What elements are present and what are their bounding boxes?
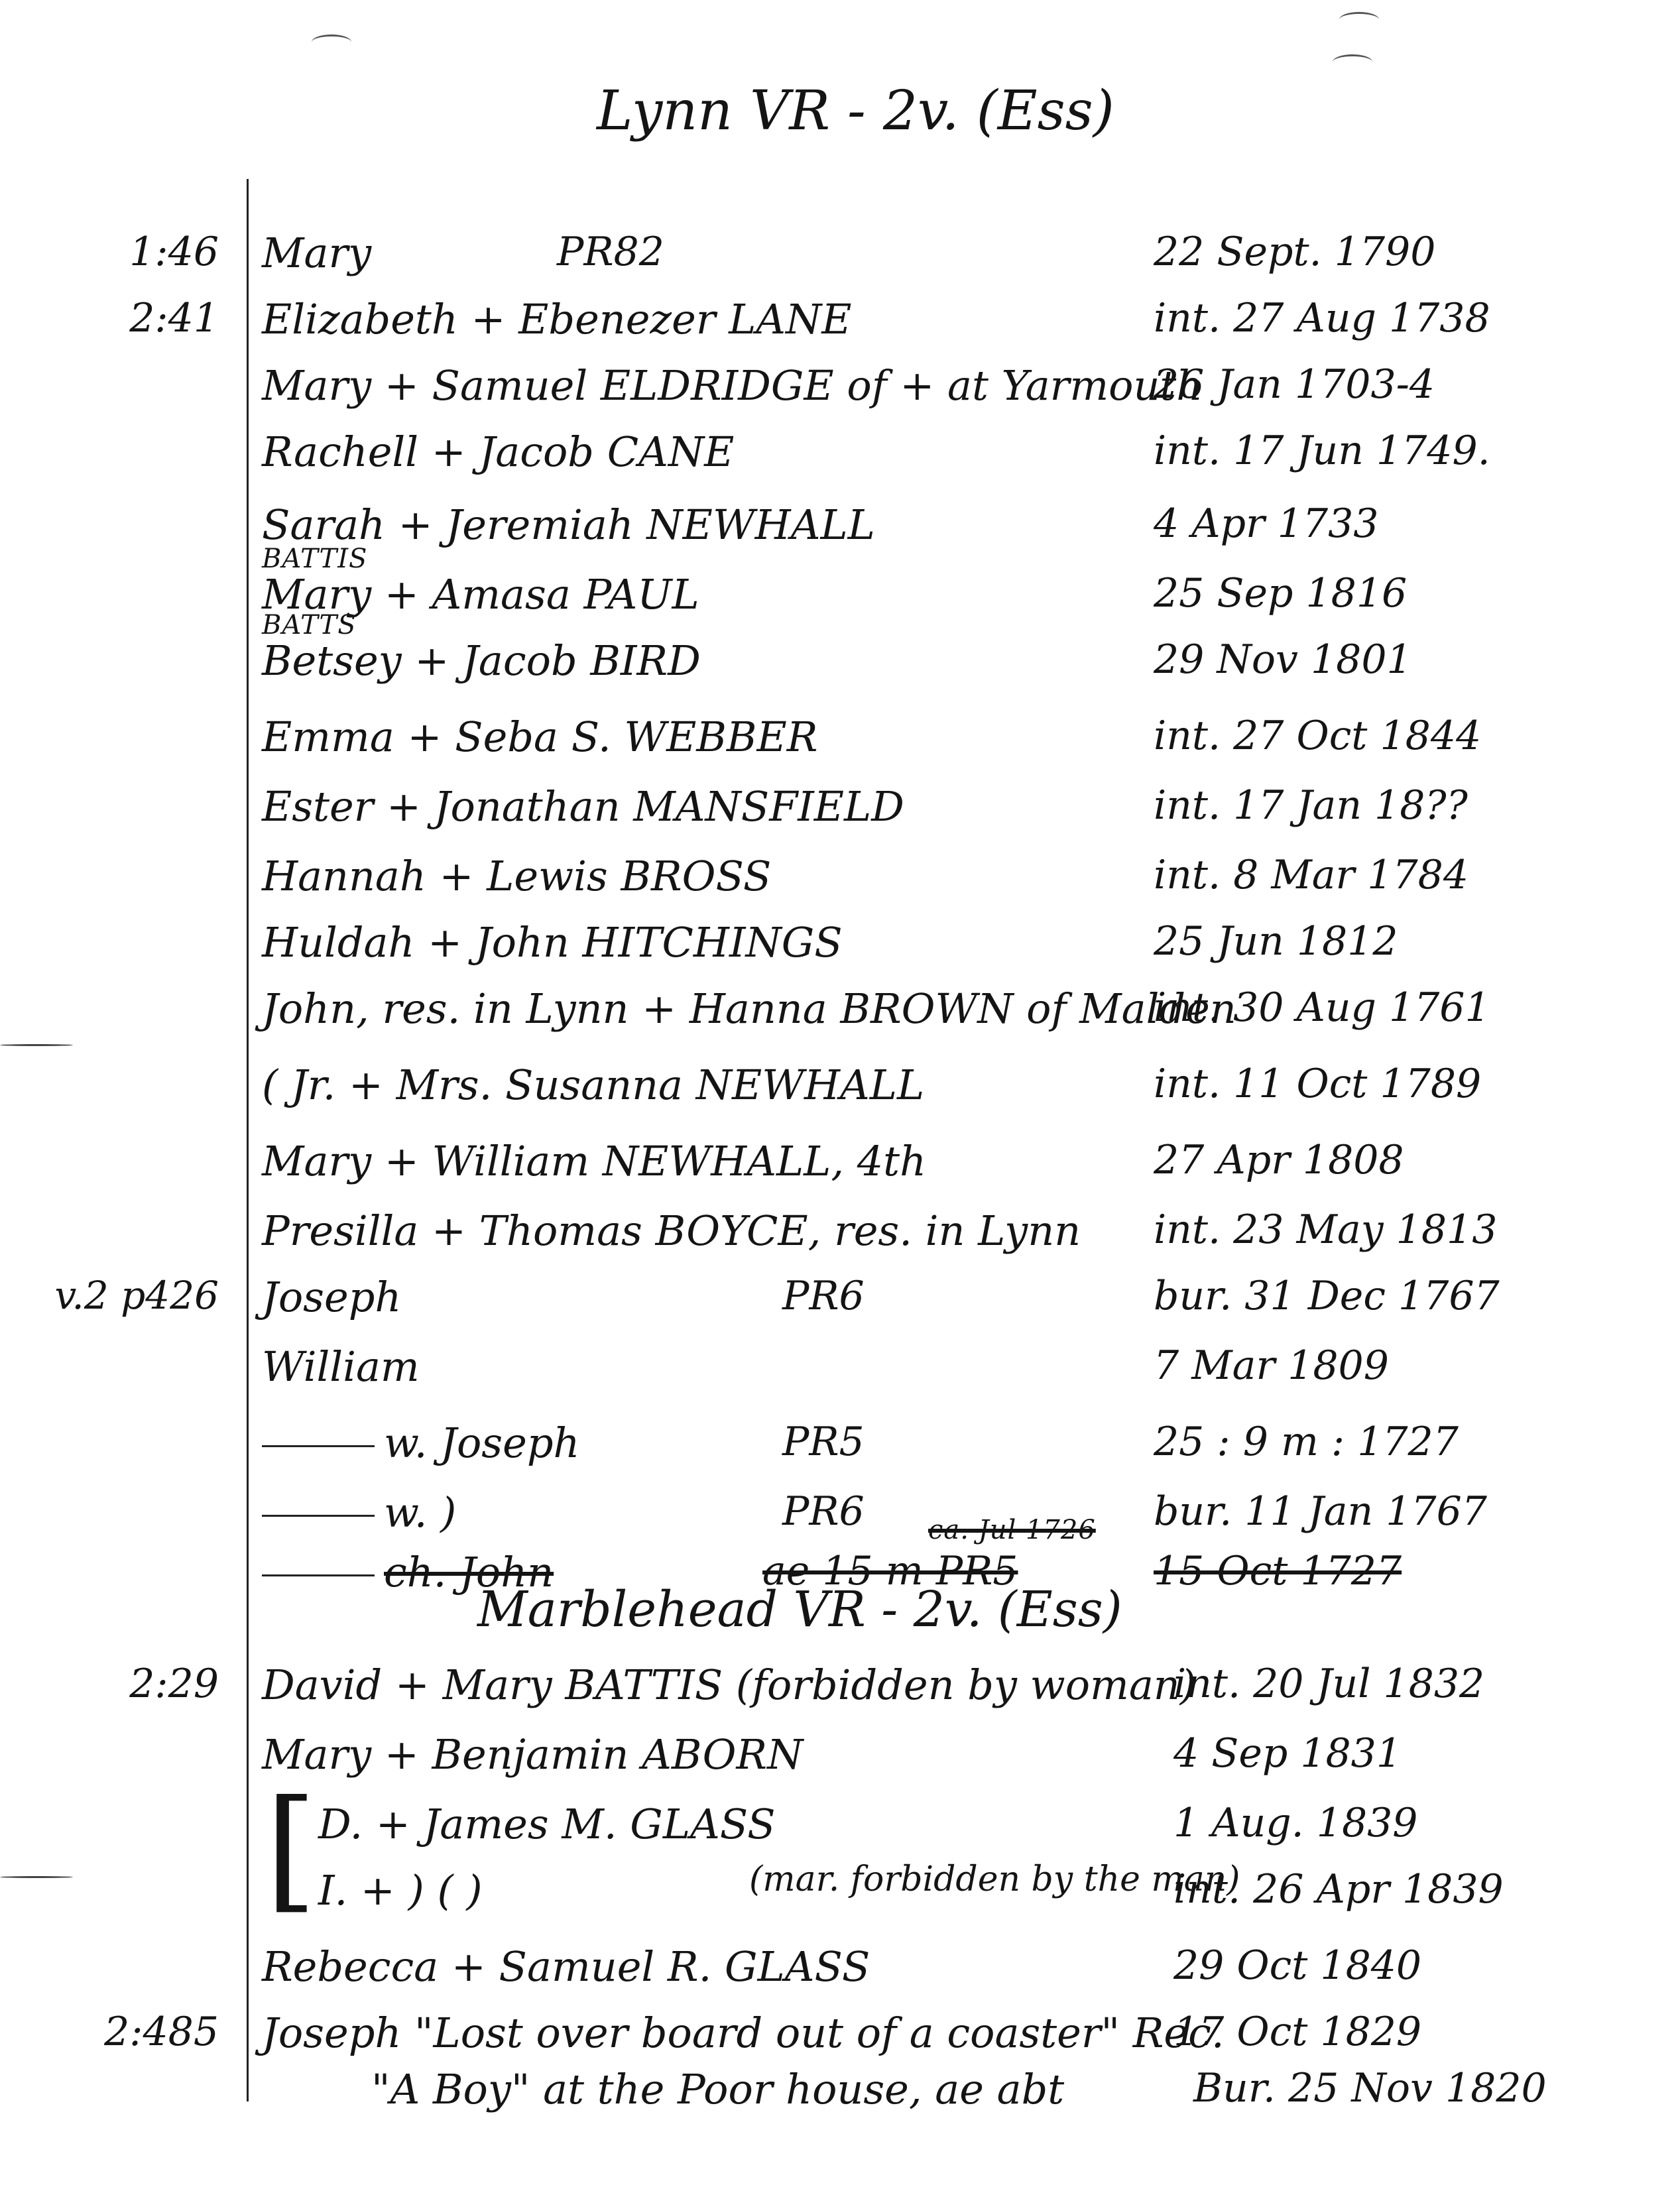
lynn-row xyxy=(0,428,1680,491)
lynn-row xyxy=(0,1207,1680,1270)
entry-text: D. + James M. GLASS xyxy=(318,1800,776,1848)
record-date: 4 Apr 1733 xyxy=(1154,501,1379,547)
lynn-row xyxy=(0,610,1680,700)
marblehead-title: Marblehead VR - 2v. (Ess) xyxy=(477,1581,1122,1638)
record-code: PR6 xyxy=(782,1488,865,1535)
entry-text: Joseph "Lost over board out of a coaster" Rec. xyxy=(262,2009,1225,2057)
blank-line xyxy=(262,1515,375,1517)
entry-text xyxy=(262,918,843,967)
scan-mark xyxy=(312,34,351,50)
entry-text xyxy=(262,636,701,685)
entry-name: Mary + Samuel ELDRIDGE of + at Yarmouth xyxy=(262,361,1203,410)
record-date: int. 23 May 1813 xyxy=(1154,1207,1498,1253)
entry-text: Rebecca + Samuel R. GLASS xyxy=(262,1942,870,1991)
surname-annotation: BATTIS xyxy=(262,544,368,574)
entry-name: William xyxy=(262,1342,420,1391)
ref-number: v.2 p426 xyxy=(54,1273,219,1318)
blank-line xyxy=(262,1445,375,1447)
record-date: int. 11 Oct 1789 xyxy=(1154,1061,1482,1107)
entry-name: Emma + Seba S. WEBBER xyxy=(262,713,818,761)
entry-text xyxy=(262,1061,924,1109)
entry-name: Presilla + Thomas BOYCE, res. in Lynn xyxy=(262,1207,1081,1255)
marblehead-row xyxy=(0,1860,1680,1930)
record-code: PR5 xyxy=(782,1419,865,1465)
struck-insertion: ca. Jul 1726 xyxy=(928,1515,1096,1545)
entry-text xyxy=(262,852,771,900)
entry-text: I. + ) ( ) xyxy=(318,1866,483,1915)
entry-name: w. Joseph xyxy=(384,1419,580,1467)
marblehead-row xyxy=(0,1800,1680,1863)
marblehead-row xyxy=(0,2065,1680,2129)
ref-number: 2:41 xyxy=(129,295,219,341)
entry-name: Mary + Amasa PAUL xyxy=(262,570,699,619)
entry-text xyxy=(262,1273,401,1321)
entry-text xyxy=(262,1488,456,1537)
marblehead-row xyxy=(0,1730,1680,1794)
surname-annotation: BATTS xyxy=(262,610,357,640)
lynn-row xyxy=(0,852,1680,916)
entry-text xyxy=(262,1207,1081,1255)
marblehead-row xyxy=(0,1942,1680,2006)
record-date: 22 Sept. 1790 xyxy=(1154,229,1436,275)
lynn-row xyxy=(0,229,1680,292)
record-date: 17 Oct 1829 xyxy=(1173,2009,1422,2055)
entry-text: David + Mary BATTIS (forbidden by woman) xyxy=(262,1661,1196,1709)
entry-name: Mary + William NEWHALL, 4th xyxy=(262,1137,927,1185)
record-date: int. 20 Jul 1832 xyxy=(1173,1661,1485,1707)
entry-name: Hannah + Lewis BROSS xyxy=(262,852,772,900)
record-date: bur. 11 Jan 1767 xyxy=(1154,1488,1487,1535)
entry-text xyxy=(262,229,371,277)
record-date: int. 17 Jan 18?? xyxy=(1154,782,1468,829)
entry-text xyxy=(262,501,875,549)
entry-text xyxy=(262,428,734,476)
entry-name: Mary xyxy=(262,229,372,277)
lynn-row xyxy=(0,544,1680,634)
lynn-row xyxy=(0,1061,1680,1124)
entry-text: "A Boy" at the Poor house, ae abt xyxy=(371,2065,1065,2113)
record-code: ae 15 m PR5 xyxy=(762,1548,1018,1594)
lynn-row xyxy=(0,295,1680,359)
entry-text: Mary + Benjamin ABORN xyxy=(262,1730,804,1779)
entry-text xyxy=(262,984,1236,1033)
record-date: 25 Sep 1816 xyxy=(1154,570,1408,617)
record-date: int. 27 Oct 1844 xyxy=(1154,713,1482,759)
scan-mark xyxy=(1333,54,1372,70)
record-date: int. 27 Aug 1738 xyxy=(1154,295,1490,341)
lynn-row xyxy=(0,984,1680,1048)
marriage-note: (mar. forbidden by the man) xyxy=(749,1860,1240,1899)
entry-text xyxy=(262,1419,579,1467)
record-date: Bur. 25 Nov 1820 xyxy=(1193,2065,1547,2111)
record-date: 1 Aug. 1839 xyxy=(1173,1800,1418,1846)
record-date: int. 8 Mar 1784 xyxy=(1154,852,1469,898)
entry-name: John, res. in Lynn + Hanna BROWN of Malden xyxy=(262,984,1236,1033)
record-code: PR6 xyxy=(782,1273,865,1319)
lynn-row xyxy=(0,1342,1680,1406)
entry-name: Rachell + Jacob CANE xyxy=(262,428,735,476)
record-date: 7 Mar 1809 xyxy=(1154,1342,1389,1389)
ref-number: 2:485 xyxy=(104,2009,219,2055)
entry-text xyxy=(262,713,817,761)
entry-name: Huldah + John HITCHINGS xyxy=(262,918,843,967)
entry-text xyxy=(262,1137,926,1185)
lynn-row xyxy=(0,713,1680,776)
record-date: 27 Apr 1808 xyxy=(1154,1137,1404,1183)
lynn-row xyxy=(0,501,1680,564)
lynn-row xyxy=(0,918,1680,982)
lynn-row xyxy=(0,1137,1680,1201)
lynn-row xyxy=(0,1273,1680,1336)
lynn-row xyxy=(0,361,1680,425)
entry-name: Sarah + Jeremiah NEWHALL xyxy=(262,501,875,549)
lynn-title: Lynn VR - 2v. (Ess) xyxy=(597,80,1114,143)
ref-number: 2:29 xyxy=(129,1661,219,1707)
entry-name: Betsey + Jacob BIRD xyxy=(262,636,701,685)
record-date: 25 Jun 1812 xyxy=(1154,918,1398,965)
entry-name: Elizabeth + Ebenezer LANE xyxy=(262,295,852,343)
scan-mark xyxy=(1339,12,1379,27)
lynn-row xyxy=(0,1488,1680,1552)
lynn-row xyxy=(0,782,1680,846)
entry-text xyxy=(262,295,852,343)
entry-text xyxy=(262,361,1203,410)
record-date: int. 17 Jun 1749. xyxy=(1154,428,1490,474)
record-date: int. 26 Apr 1839 xyxy=(1173,1866,1504,1913)
record-date: 25 : 9 m : 1727 xyxy=(1154,1419,1459,1465)
entry-text xyxy=(262,1342,420,1391)
record-date: 15 Oct 1727 xyxy=(1154,1548,1402,1594)
blank-line xyxy=(262,1574,375,1576)
record-code: PR82 xyxy=(557,229,664,275)
record-date: 26 Jan 1703-4 xyxy=(1154,361,1435,408)
ref-number: 1:46 xyxy=(129,229,219,275)
entry-name: w. ) xyxy=(384,1488,457,1537)
entry-name: Ester + Jonathan MANSFIELD xyxy=(262,782,904,831)
record-date: 4 Sep 1831 xyxy=(1173,1730,1402,1777)
entry-name: ( Jr. + Mrs. Susanna NEWHALL xyxy=(262,1061,925,1109)
entry-name: ch. John xyxy=(384,1548,554,1596)
record-date: 29 Nov 1801 xyxy=(1154,636,1412,683)
entry-text xyxy=(262,782,904,831)
marblehead-row xyxy=(0,1661,1680,1724)
record-date: 29 Oct 1840 xyxy=(1173,1942,1422,1989)
entry-name: Joseph xyxy=(262,1273,402,1321)
record-date: int. 30 Aug 1761 xyxy=(1154,984,1490,1031)
grouping-bracket: [ xyxy=(265,1772,318,1926)
marblehead-row xyxy=(0,2009,1680,2072)
lynn-row xyxy=(0,1419,1680,1482)
record-date: bur. 31 Dec 1767 xyxy=(1154,1273,1500,1319)
